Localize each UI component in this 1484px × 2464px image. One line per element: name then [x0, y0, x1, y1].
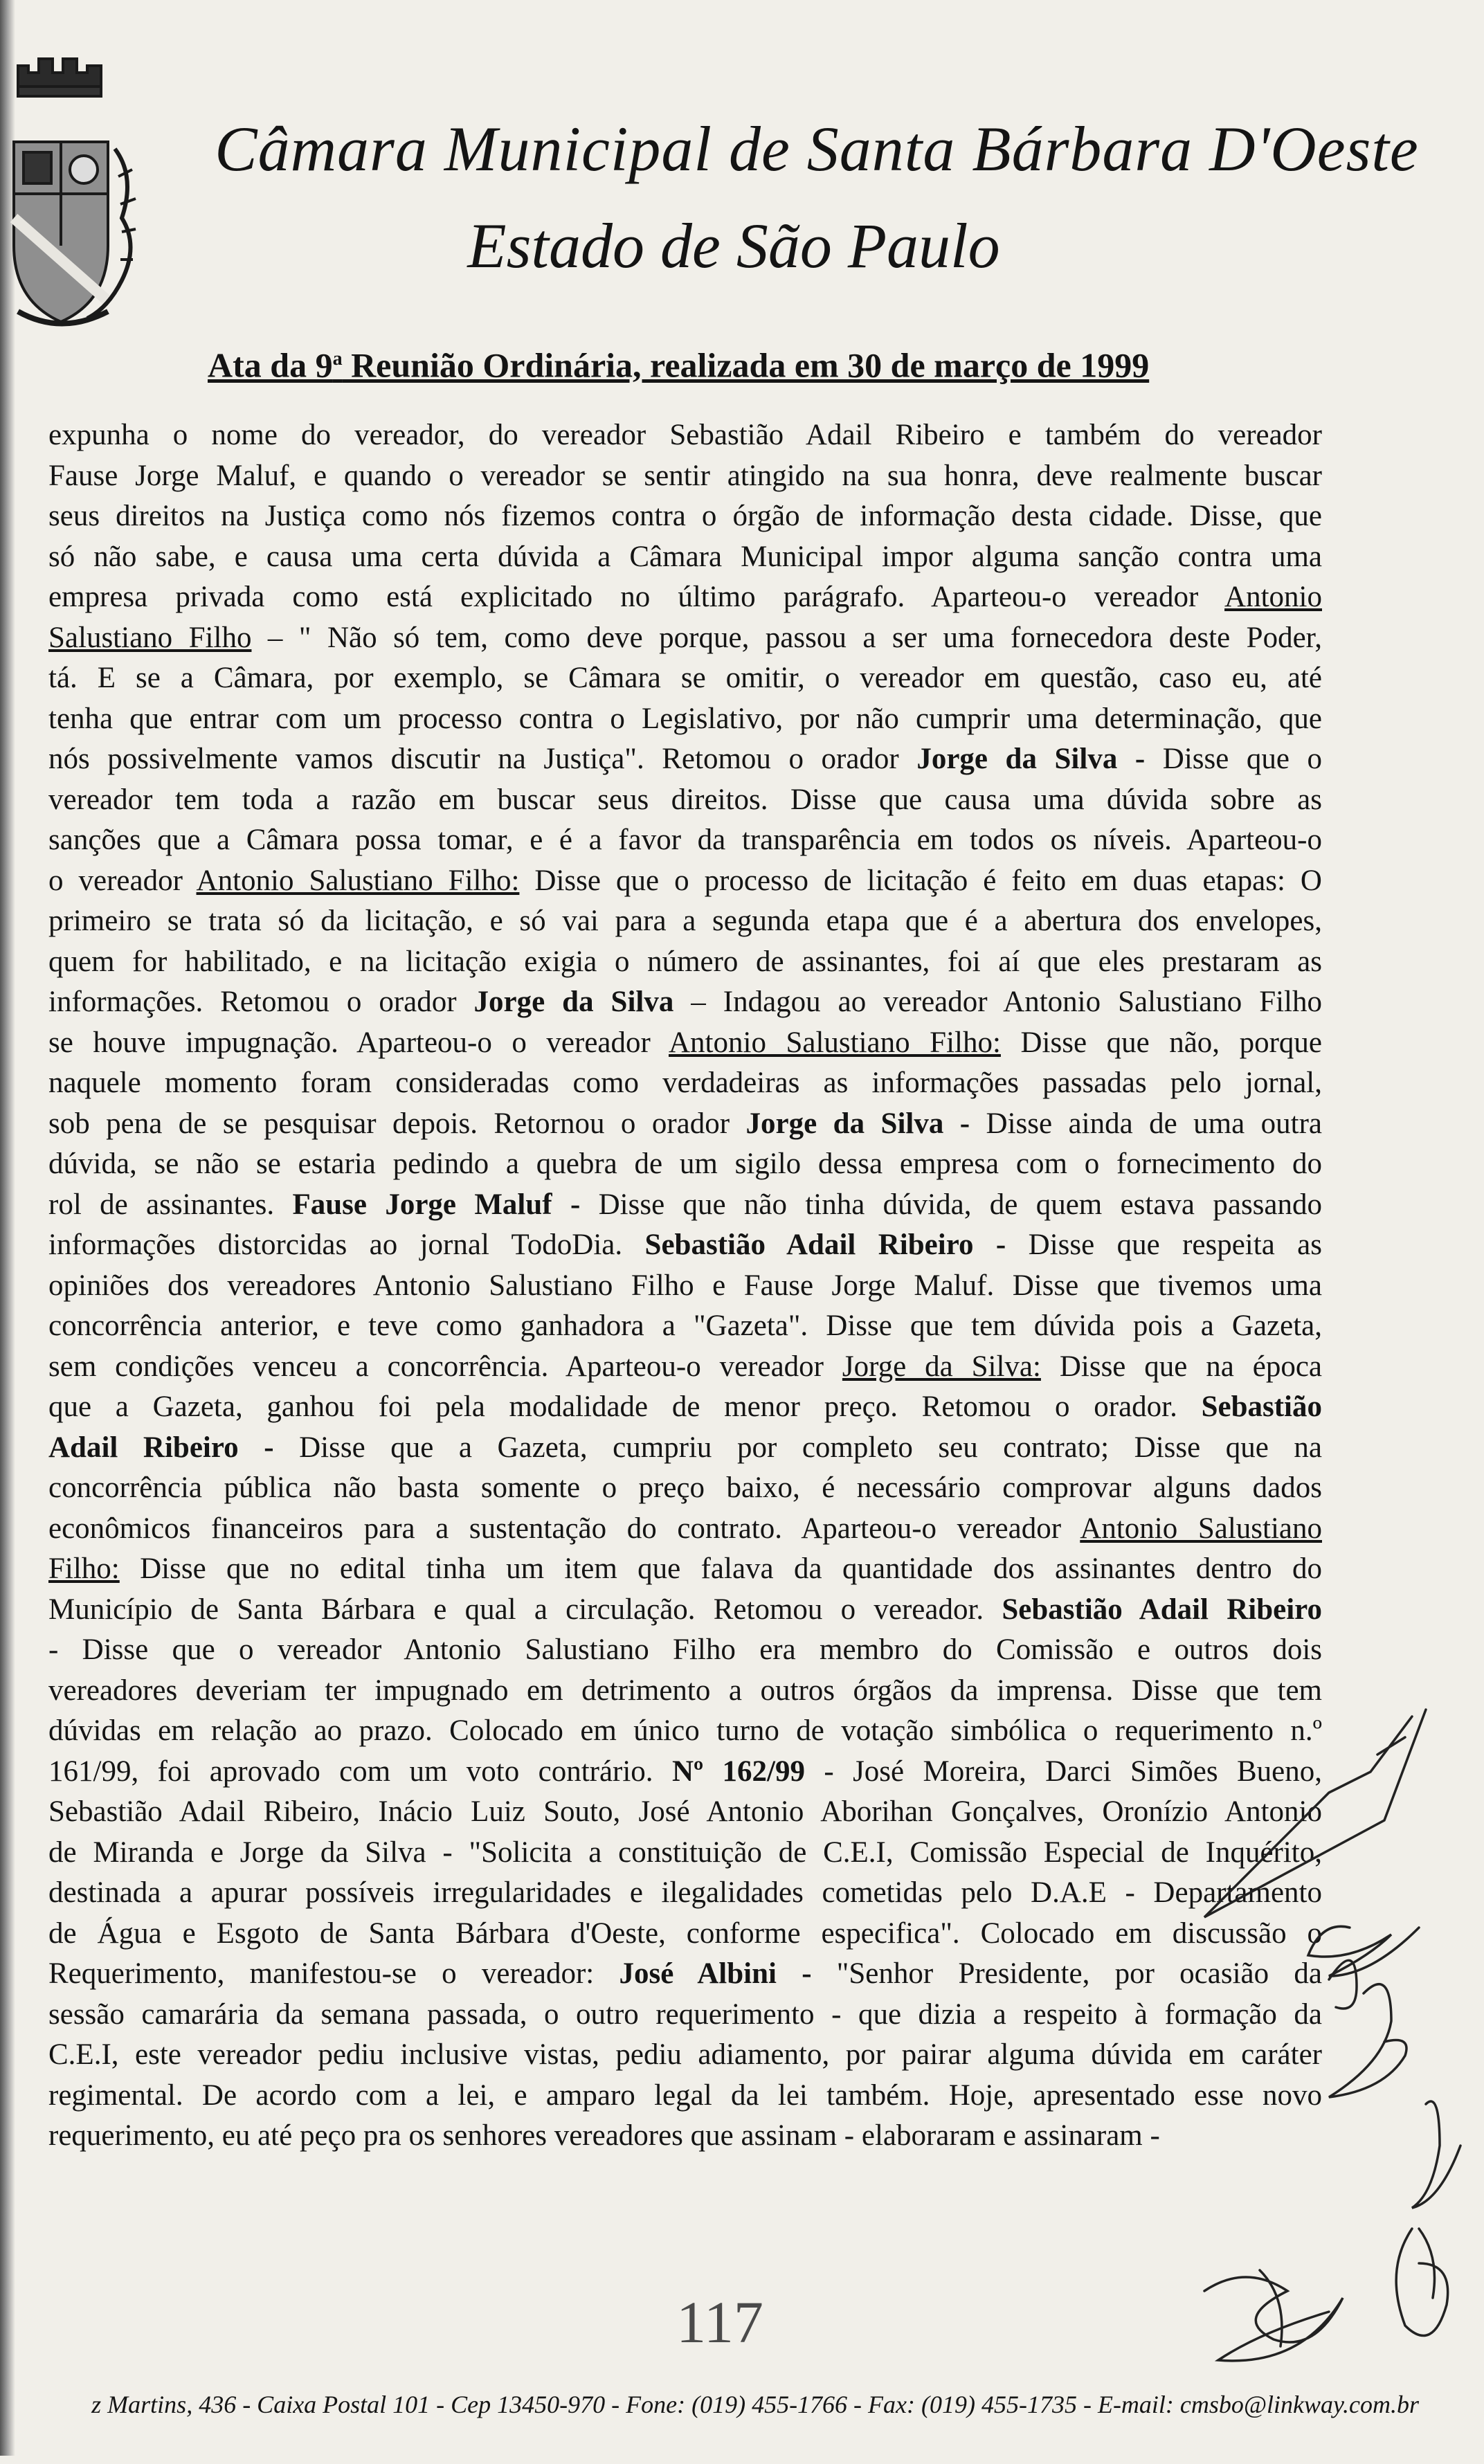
interjector-name: Antonio	[1224, 581, 1322, 613]
text-line	[48, 1185, 1322, 1226]
text-segment: requerimento, eu até peço pra os senhores vereadores que assinam - elaboraram e assinaram -	[48, 2119, 1160, 2152]
speaker-name: Adail Ribeiro -	[48, 1431, 274, 1464]
text-segment: Disse que o processo de licitação é feito em duas etapas: O	[519, 864, 1322, 897]
state-subtitle: Estado de São Paulo	[467, 210, 1000, 281]
speaker-name: José Albini -	[619, 1957, 812, 1990]
text-segment: - Disse que o vereador Antonio Salustiano Filho era membro do Comissão e outros dois	[48, 1633, 1322, 1666]
text-line	[48, 1549, 1322, 1590]
text-segment: concorrência pública não basta somente o preço baixo, é necessário comprovar alguns dados	[48, 1471, 1322, 1504]
text-segment: quem for habilitado, e na licitação exigia o número de assinantes, foi aí que eles prestaram as	[48, 945, 1322, 978]
text-line	[48, 1347, 1322, 1388]
text-segment: tá. E se a Câmara, por exemplo, se Câmara se omitir, o vereador em questão, caso eu, até	[48, 662, 1322, 694]
text-segment: rol de assinantes.	[48, 1188, 293, 1221]
text-segment: Disse que no edital tinha um item que falava da quantidade dos assinantes dentro do	[119, 1552, 1322, 1585]
text-segment: se houve impugnação. Aparteou-o o vereador	[48, 1026, 669, 1059]
text-segment: Disse ainda de uma outra	[970, 1107, 1322, 1140]
text-segment: Disse que não, porque	[1000, 1026, 1322, 1059]
text-line	[48, 982, 1322, 1023]
text-segment: vereador tem toda a razão em buscar seus direitos. Disse que causa uma dúvida sobre as	[48, 783, 1322, 816]
text-line	[48, 1266, 1322, 1307]
speaker-name: Nº 162/99	[671, 1755, 806, 1788]
speaker-name: Fause Jorge Maluf -	[292, 1188, 581, 1221]
text-line	[48, 739, 1322, 780]
text-segment: dúvidas em relação ao prazo. Colocado em único turno de votação simbólica o requerimento n.º	[48, 1714, 1322, 1747]
text-line	[48, 456, 1322, 497]
interjector-name: Antonio Salustiano Filho:	[669, 1026, 1001, 1059]
text-segment: Sebastião Adail Ribeiro, Inácio Luiz Souto, José Antonio Aborihan Gonçalves, Oronízio Antonio	[48, 1795, 1322, 1828]
text-line	[48, 1509, 1322, 1550]
speaker-name: Jorge da Silva -	[745, 1107, 970, 1140]
text-segment: Município de Santa Bárbara e qual a circulação. Retomou o vereador.	[48, 1593, 1002, 1626]
text-segment: expunha o nome do vereador, do vereador Sebastião Adail Ribeiro e também do vereador	[48, 419, 1322, 451]
text-line	[48, 780, 1322, 821]
text-line	[48, 658, 1322, 699]
text-line	[48, 1590, 1322, 1631]
interjector-name: Jorge da Silva:	[842, 1350, 1041, 1383]
text-segment: concorrência anterior, e teve como ganhadora a "Gazeta". Disse que tem dúvida pois a Gazeta,	[48, 1310, 1322, 1342]
page-number: 117	[676, 2289, 763, 2355]
text-line	[48, 1428, 1322, 1469]
interjector-name: Antonio Salustiano	[1080, 1512, 1322, 1545]
heading-prefix: Ata da 9	[208, 345, 333, 385]
text-segment: seus direitos na Justiça como nós fizemos contra o órgão de informação desta cidade. Disse, que	[48, 500, 1322, 532]
text-segment: Fause Jorge Maluf, e quando o vereador se sentir atingido na sua honra, deve realmente buscar	[48, 459, 1322, 492]
text-segment: C.E.I, este vereador pediu inclusive vistas, pediu adiamento, por pairar alguma dúvida em caráter	[48, 2038, 1322, 2071]
text-line	[48, 1468, 1322, 1509]
footer-contact: z Martins, 436 - Caixa Postal 101 - Cep 13450-970 - Fone: (019) 455-1766 - Fax: (019) 455-1735 - E-mail: cmsbo@linkway.com.br	[91, 2391, 1419, 2418]
text-line	[48, 577, 1322, 618]
text-line	[48, 618, 1322, 659]
page-edge-shadow	[0, 0, 15, 2456]
interjector-name: Antonio Salustiano Filho:	[196, 864, 520, 897]
text-line	[48, 1225, 1322, 1266]
text-line	[48, 415, 1322, 456]
text-segment: dúvida, se não se estaria pedindo a quebra de um sigilo dessa empresa com o fornecimento do	[48, 1148, 1322, 1180]
text-segment: primeiro se trata só da licitação, e só vai para a segunda etapa que é a abertura dos envelopes,	[48, 905, 1322, 937]
text-segment: Disse que respeita as	[1006, 1229, 1322, 1261]
text-segment: – Indagou ao vereador Antonio Salustiano Filho	[673, 986, 1322, 1018]
text-line	[48, 942, 1322, 983]
text-line	[48, 537, 1322, 578]
text-line	[48, 820, 1322, 861]
text-segment: Disse que na época	[1040, 1350, 1322, 1383]
text-segment: 161/99, foi aprovado com um voto contrário.	[48, 1755, 672, 1788]
text-segment: o vereador	[48, 864, 197, 897]
text-segment: vereadores deveriam ter impugnado em detrimento a outros órgãos da imprensa. Disse que tem	[48, 1674, 1322, 1707]
text-segment: Disse que a Gazeta, cumpriu por completo seu contrato; Disse que na	[273, 1431, 1322, 1464]
heading-superscript: a	[332, 348, 343, 370]
text-line	[48, 699, 1322, 740]
text-segment: sessão camarária da semana passada, o outro requerimento - que dizia a respeito à formação da	[48, 1998, 1322, 2031]
text-segment: destinada a apurar possíveis irregularidades e ilegalidades cometidas pelo D.A.E - Departamento	[48, 1876, 1322, 1909]
text-line	[48, 1063, 1322, 1104]
interjector-name: Salustiano Filho	[48, 621, 252, 654]
text-segment: - José Moreira, Darci Simões Bueno,	[805, 1755, 1322, 1788]
speaker-name: Sebastião	[1201, 1390, 1322, 1423]
text-segment: "Senhor Presidente, por ocasião da	[811, 1957, 1322, 1990]
text-segment: empresa privada como está explicitado no último parágrafo. Aparteou-o vereador	[48, 581, 1225, 613]
text-line	[48, 496, 1322, 537]
text-segment: Requerimento, manifestou-se o vereador:	[48, 1957, 619, 1990]
speaker-name: Sebastião Adail Ribeiro	[1002, 1593, 1322, 1626]
text-line	[48, 1144, 1322, 1185]
text-segment: regimental. De acordo com a lei, e amparo legal da lei também. Hoje, apresentado esse novo	[48, 2078, 1322, 2112]
text-segment: de Água e Esgoto de Santa Bárbara d'Oeste, conforme especifica". Colocado em discussão o	[48, 1917, 1322, 1950]
speaker-name: Jorge da Silva -	[916, 743, 1146, 775]
text-line	[48, 1387, 1322, 1428]
text-segment: – " Não só tem, como deve porque, passou a ser uma fornecedora deste Poder,	[251, 621, 1322, 654]
text-segment: sanções que a Câmara possa tomar, e é a favor da transparência em todos os níveis. Aparteou-o	[48, 824, 1322, 856]
text-segment: tenha que entrar com um processo contra o Legislativo, por não cumprir uma determinação, que	[48, 702, 1322, 735]
handwritten-signatures	[1121, 1689, 1481, 2464]
text-segment: informações. Retomou o orador	[48, 986, 474, 1018]
text-segment: informações distorcidas ao jornal TodoDia.	[48, 1229, 645, 1261]
text-segment: sob pena de se pesquisar depois. Retornou o orador	[48, 1107, 746, 1140]
text-segment: econômicos financeiros para a sustentação do contrato. Aparteou-o vereador	[48, 1512, 1080, 1545]
text-line	[48, 1104, 1322, 1145]
text-segment: Disse que o	[1145, 743, 1322, 775]
text-segment: só não sabe, e causa uma certa dúvida a Câmara Municipal impor alguma sanção contra uma	[48, 540, 1322, 573]
minutes-heading	[208, 338, 1150, 387]
coat-of-arms-icon	[4, 38, 143, 329]
text-segment: de Miranda e Jorge da Silva - "Solicita a constituição de C.E.I, Comissão Especial de Inquérito,	[48, 1836, 1322, 1869]
text-line	[48, 1630, 1322, 1671]
text-line	[48, 1023, 1322, 1064]
interjector-name: Filho:	[48, 1552, 120, 1585]
text-segment: naquele momento foram consideradas como verdadeiras as informações passadas pelo jornal,	[48, 1067, 1322, 1099]
text-segment: Disse que não tinha dúvida, de quem estava passando	[580, 1188, 1322, 1221]
text-line	[48, 1306, 1322, 1347]
text-segment: nós possivelmente vamos discutir na Justiça". Retomou o orador	[48, 743, 917, 775]
text-segment: sem condições venceu a concorrência. Aparteou-o vereador	[48, 1350, 842, 1383]
chamber-name-title: Câmara Municipal de Santa Bárbara D'Oeste	[215, 114, 1419, 184]
text-line	[48, 861, 1322, 902]
speaker-name: Jorge da Silva	[473, 986, 674, 1018]
text-line	[48, 901, 1322, 942]
text-segment: opiniões dos vereadores Antonio Salustiano Filho e Fause Jorge Maluf. Disse que tivemos uma	[48, 1269, 1322, 1302]
speaker-name: Sebastião Adail Ribeiro -	[644, 1229, 1006, 1261]
heading-rest: Reunião Ordinária, realizada em 30 de março de 1999	[342, 345, 1150, 385]
text-segment: que a Gazeta, ganhou foi pela modalidade de menor preço. Retomou o orador.	[48, 1390, 1202, 1423]
